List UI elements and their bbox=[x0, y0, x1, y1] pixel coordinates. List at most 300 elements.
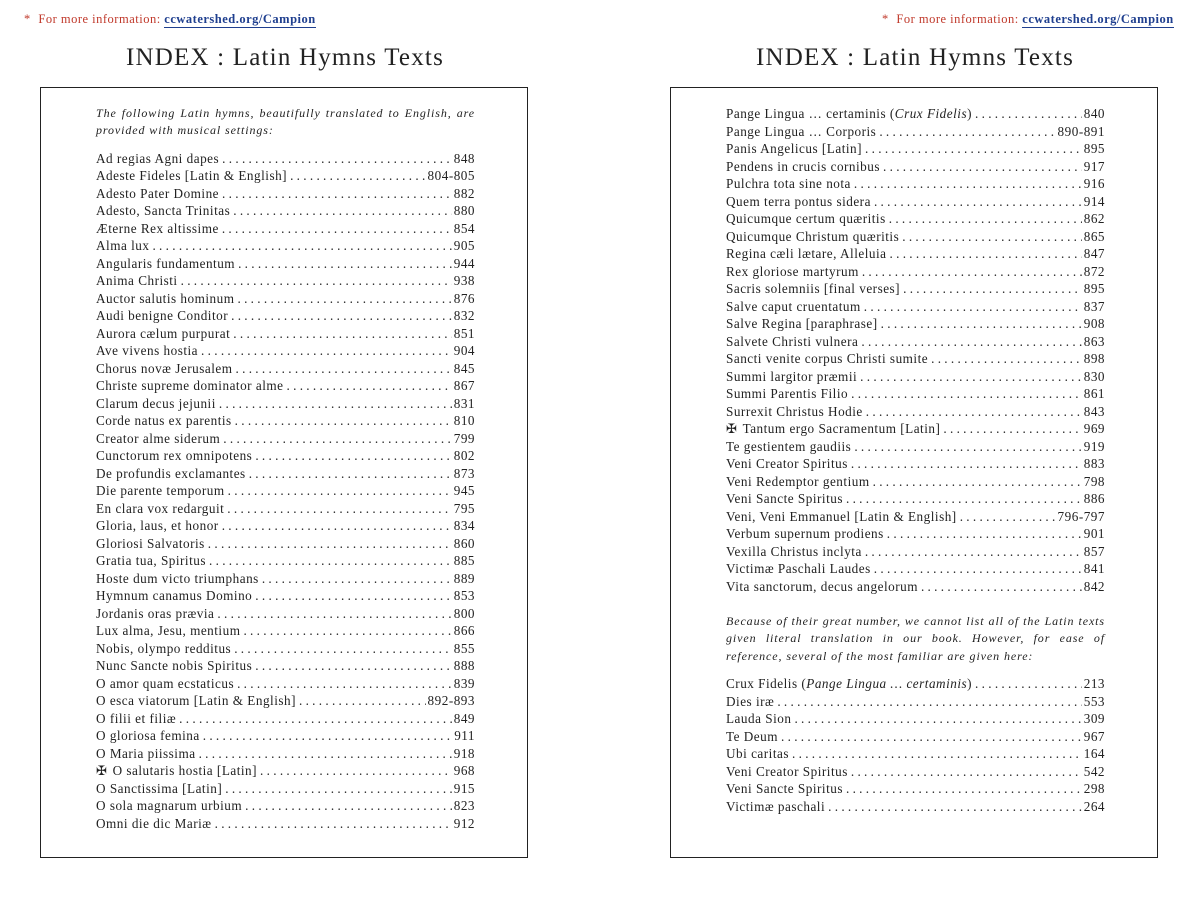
index-entry bbox=[726, 543, 1105, 561]
dot-leader bbox=[851, 385, 1082, 403]
page-number: 885 bbox=[453, 553, 475, 569]
dot-leader bbox=[931, 350, 1082, 368]
hymn-title bbox=[96, 780, 222, 798]
page-number: 888 bbox=[453, 658, 475, 674]
hymn-title-text: Jordanis oras prævia bbox=[96, 605, 215, 621]
dot-leader bbox=[260, 762, 452, 780]
dot-leader bbox=[217, 605, 451, 623]
page-number: 908 bbox=[1083, 316, 1105, 331]
index-box bbox=[670, 87, 1158, 858]
dot-leader bbox=[209, 552, 452, 570]
hymn-title-text: O amor quam ecstaticus bbox=[96, 675, 235, 691]
index-entry bbox=[726, 473, 1105, 491]
page-number: 842 bbox=[1083, 578, 1105, 594]
hymn-title-text: Quicumque Christum quæritis bbox=[726, 228, 900, 244]
page-number: 799 bbox=[453, 430, 475, 446]
page-number: 309 bbox=[1083, 711, 1105, 727]
index-entry bbox=[96, 745, 475, 763]
index-entry bbox=[96, 150, 475, 168]
page-number: 853 bbox=[453, 588, 475, 604]
page-number: 915 bbox=[453, 780, 475, 796]
hymn-title-text: Pendens in crucis cornibus bbox=[726, 158, 881, 174]
dot-leader bbox=[262, 570, 452, 588]
hymn-title bbox=[726, 745, 789, 763]
index-entry bbox=[726, 455, 1105, 473]
dot-leader bbox=[874, 193, 1082, 211]
index-entry bbox=[96, 412, 475, 430]
hymn-title-text: Alma lux bbox=[96, 238, 150, 254]
page-number: 840 bbox=[1083, 106, 1105, 121]
dot-leader bbox=[862, 263, 1082, 281]
hymn-title-text: Victimæ Paschali Laudes bbox=[726, 561, 871, 576]
page-number: 866 bbox=[453, 623, 475, 639]
page-number: 889 bbox=[453, 570, 475, 586]
index-entry bbox=[726, 578, 1105, 596]
dot-leader bbox=[215, 815, 452, 833]
hymn-title bbox=[96, 727, 200, 745]
index-entry bbox=[96, 342, 475, 360]
hymn-title-text: Hymnum canamus Domino bbox=[96, 588, 253, 604]
index-entry bbox=[726, 525, 1105, 543]
info-line bbox=[24, 12, 316, 27]
index-entry bbox=[726, 228, 1105, 246]
hymn-title-text: Omni die dic Mariæ bbox=[96, 815, 212, 831]
dot-leader bbox=[874, 560, 1082, 578]
dot-leader bbox=[975, 105, 1082, 123]
dot-leader bbox=[883, 158, 1082, 176]
hymn-title bbox=[96, 272, 178, 290]
hymn-title-text: Gloriosi Salvatoris bbox=[96, 535, 205, 551]
hymn-title-text: Lauda Sion bbox=[726, 711, 792, 727]
hymn-title bbox=[726, 525, 884, 543]
website-link[interactable]: ccwatershed.org/Campion bbox=[1022, 12, 1174, 26]
hymn-title bbox=[96, 307, 228, 325]
hymn-title bbox=[726, 210, 886, 228]
index-entry bbox=[96, 360, 475, 378]
hymn-title bbox=[96, 535, 205, 553]
hymn-title-text: Ubi caritas bbox=[726, 746, 789, 762]
hymn-list bbox=[96, 150, 475, 833]
hymn-title bbox=[726, 780, 843, 798]
hymn-title bbox=[96, 325, 230, 343]
page-number: 847 bbox=[1083, 246, 1105, 261]
page-number: 898 bbox=[1083, 351, 1105, 366]
page-number: 938 bbox=[453, 273, 475, 289]
dot-leader bbox=[227, 500, 451, 518]
dot-leader bbox=[234, 640, 452, 658]
index-entry bbox=[96, 657, 475, 675]
page-number: 837 bbox=[1083, 298, 1105, 314]
page-number: 810 bbox=[453, 413, 475, 429]
hymn-title bbox=[96, 342, 198, 360]
hymn-title-text: Ave vivens hostia bbox=[96, 343, 199, 359]
asterisk-icon: * bbox=[882, 12, 889, 26]
dot-leader bbox=[208, 535, 452, 553]
index-entry bbox=[726, 403, 1105, 421]
hymn-title-suffix: ) bbox=[967, 106, 972, 121]
dot-leader bbox=[903, 280, 1082, 298]
dot-leader bbox=[960, 508, 1056, 526]
dot-leader bbox=[943, 420, 1081, 438]
page-number: 264 bbox=[1083, 798, 1105, 814]
page-number: 872 bbox=[1083, 263, 1105, 279]
page-number: 841 bbox=[1083, 561, 1105, 576]
page-number: 848 bbox=[453, 150, 475, 166]
index-entry bbox=[726, 728, 1105, 746]
dot-leader bbox=[236, 360, 452, 378]
dot-leader bbox=[245, 797, 452, 815]
info-prefix: For more information: bbox=[38, 12, 161, 26]
index-entry bbox=[96, 587, 475, 605]
dot-leader bbox=[179, 710, 452, 728]
index-entry bbox=[96, 517, 475, 535]
index-entry bbox=[96, 675, 475, 693]
dot-leader bbox=[199, 745, 452, 763]
index-entry bbox=[96, 307, 475, 325]
dot-leader bbox=[851, 763, 1082, 781]
index-entry bbox=[726, 438, 1105, 456]
page-number: 918 bbox=[453, 745, 475, 761]
index-entry bbox=[96, 185, 475, 203]
page-number: 542 bbox=[1083, 763, 1105, 779]
hymn-title bbox=[726, 420, 940, 438]
dot-leader bbox=[203, 727, 452, 745]
page-number: 839 bbox=[453, 675, 475, 691]
dot-leader bbox=[792, 745, 1082, 763]
dot-leader bbox=[854, 175, 1082, 193]
dot-leader bbox=[231, 307, 452, 325]
hymn-title-text: O salutaris hostia [Latin] bbox=[112, 763, 258, 779]
hymn-title-text: Cunctorum rex omnipotens bbox=[96, 448, 253, 464]
index-entry bbox=[726, 798, 1105, 816]
index-entry bbox=[726, 780, 1105, 798]
dot-leader bbox=[846, 490, 1082, 508]
page-number: 849 bbox=[453, 710, 475, 726]
dot-leader bbox=[290, 167, 425, 185]
hymn-title-text: Chorus novæ Jerusalem bbox=[96, 360, 233, 376]
page-number: 914 bbox=[1083, 193, 1105, 209]
page-number: 798 bbox=[1083, 473, 1105, 489]
page-number: 800 bbox=[453, 605, 475, 621]
page-number: 823 bbox=[453, 798, 475, 814]
familiar-hymn-list bbox=[726, 675, 1105, 815]
dot-leader bbox=[243, 622, 451, 640]
dot-leader bbox=[865, 543, 1082, 561]
page-title: INDEX : Latin Hymns Texts bbox=[125, 44, 445, 71]
page-number: 845 bbox=[453, 360, 475, 376]
page-number: 945 bbox=[453, 483, 475, 499]
page-number: 830 bbox=[1083, 368, 1105, 384]
dot-leader bbox=[975, 675, 1082, 693]
index-entry bbox=[726, 175, 1105, 193]
index-entry bbox=[726, 560, 1105, 578]
page-number: 795 bbox=[453, 500, 475, 516]
hymn-title-text: Veni Creator Spiritus bbox=[726, 763, 848, 779]
dot-leader bbox=[238, 255, 452, 273]
index-content bbox=[96, 105, 475, 832]
hymn-title-text: Sacris solemniis [final verses] bbox=[726, 281, 901, 296]
index-entry bbox=[96, 395, 475, 413]
hymn-title bbox=[96, 150, 219, 168]
dot-leader bbox=[854, 438, 1081, 456]
dot-leader bbox=[222, 150, 452, 168]
index-entry bbox=[96, 465, 475, 483]
dot-leader bbox=[861, 333, 1081, 351]
hymn-title bbox=[96, 255, 235, 273]
hymn-title bbox=[96, 797, 242, 815]
page-number: 969 bbox=[1083, 421, 1105, 436]
page-number: 802 bbox=[453, 448, 475, 464]
hymn-title bbox=[726, 280, 900, 298]
hymn-title-text: Crux Fidelis ( bbox=[726, 676, 807, 692]
hymn-title bbox=[726, 560, 871, 578]
hymn-title bbox=[726, 473, 870, 491]
hymn-title-text: Surrexit Christus Hodie bbox=[726, 403, 863, 419]
page-number: 968 bbox=[453, 763, 475, 779]
hymn-title bbox=[726, 578, 918, 596]
hymn-title-text: Veni, Veni Emmanuel [Latin & English] bbox=[726, 508, 957, 524]
hymn-title bbox=[96, 517, 219, 535]
index-entry bbox=[726, 385, 1105, 403]
dot-leader bbox=[228, 482, 452, 500]
index-entry bbox=[726, 508, 1105, 526]
hymn-title-text: En clara vox redarguit bbox=[96, 500, 225, 516]
hymn-title bbox=[726, 543, 862, 561]
page-number: 862 bbox=[1083, 211, 1105, 226]
hymn-title bbox=[96, 447, 252, 465]
dot-leader bbox=[222, 185, 452, 203]
page-number: 886 bbox=[1083, 491, 1105, 506]
page-number: 867 bbox=[453, 378, 475, 394]
note-text: Because of their great number, we cannot list all of the Latin texts given literal translation in our book. However, for ease of reference, several of the most familiar are given here: bbox=[726, 614, 1105, 663]
hymn-title bbox=[96, 762, 257, 780]
hymn-title-text: Salve Regina [paraphrase] bbox=[726, 316, 878, 331]
page-number: 863 bbox=[1083, 333, 1105, 349]
page-number: 876 bbox=[453, 290, 475, 306]
page-number: 905 bbox=[453, 238, 475, 254]
dot-leader bbox=[233, 325, 451, 343]
dot-leader bbox=[225, 780, 451, 798]
index-entry bbox=[726, 333, 1105, 351]
hymn-title bbox=[726, 193, 871, 211]
hymn-title bbox=[96, 360, 233, 378]
hymn-title bbox=[726, 455, 848, 473]
index-entry bbox=[726, 675, 1105, 693]
hymn-title-text: Aurora cælum purpurat bbox=[96, 325, 231, 341]
index-entry bbox=[96, 692, 475, 710]
dot-leader bbox=[299, 692, 426, 710]
hymn-title bbox=[726, 175, 851, 193]
hymn-title-text: Rex gloriose martyrum bbox=[726, 263, 859, 279]
dot-leader bbox=[902, 228, 1082, 246]
index-entry bbox=[726, 280, 1105, 298]
hymn-title bbox=[726, 105, 972, 123]
cross-icon: ✠ bbox=[726, 421, 738, 436]
hymn-title-text: Lux alma, Jesu, mentium bbox=[96, 623, 241, 639]
hymn-title-text: O filii et filiæ bbox=[96, 710, 177, 726]
hymn-title bbox=[96, 237, 149, 255]
index-entry bbox=[96, 762, 475, 780]
page-number: 916 bbox=[1083, 176, 1105, 191]
hymn-title bbox=[96, 657, 252, 675]
dot-leader bbox=[889, 210, 1082, 228]
dot-leader bbox=[287, 377, 452, 395]
hymn-title-text: Victimæ paschali bbox=[726, 798, 826, 814]
index-entry bbox=[96, 237, 475, 255]
hymn-title-text: O Maria piissima bbox=[96, 745, 196, 761]
page-number: 917 bbox=[1083, 158, 1105, 174]
dot-leader bbox=[255, 447, 451, 465]
hymn-title-text: Adeste Fideles [Latin & English] bbox=[96, 168, 288, 184]
hymn-title-text: Summi Parentis Filio bbox=[726, 386, 849, 401]
cross-icon: ✠ bbox=[96, 763, 108, 779]
index-entry bbox=[726, 368, 1105, 386]
page-number: 895 bbox=[1083, 141, 1105, 156]
hymn-title bbox=[726, 123, 876, 141]
dot-leader bbox=[235, 412, 452, 430]
hymn-title-italic: Crux Fidelis bbox=[894, 106, 968, 121]
hymn-title bbox=[96, 482, 225, 500]
hymn-title bbox=[726, 228, 899, 246]
hymn-title-text: Panis Angelicus [Latin] bbox=[726, 141, 863, 156]
hymn-title bbox=[96, 377, 284, 395]
page-number: 857 bbox=[1083, 543, 1105, 559]
page-number: 944 bbox=[453, 255, 475, 271]
hymn-title-text: Vita sanctorum, decus angelorum bbox=[726, 578, 918, 594]
dot-leader bbox=[873, 473, 1082, 491]
info-line bbox=[882, 12, 1174, 27]
page-number: 834 bbox=[453, 518, 475, 534]
dot-leader bbox=[255, 657, 451, 675]
index-entry bbox=[96, 570, 475, 588]
hymn-title bbox=[726, 263, 859, 281]
hymn-title-text: O Sanctissima [Latin] bbox=[96, 780, 223, 796]
right-page bbox=[600, 0, 1200, 900]
index-entry bbox=[96, 710, 475, 728]
page-number: 854 bbox=[453, 220, 475, 236]
index-box bbox=[40, 87, 528, 858]
hymn-title-text: Die parente temporum bbox=[96, 483, 225, 499]
page-number: 831 bbox=[453, 395, 475, 411]
hymn-title-text: De profundis exclamantes bbox=[96, 465, 246, 481]
page-number: 843 bbox=[1083, 403, 1105, 419]
index-entry bbox=[96, 447, 475, 465]
index-entry bbox=[726, 763, 1105, 781]
asterisk-icon: * bbox=[24, 12, 31, 26]
hymn-title-text: Adesto, Sancta Trinitas bbox=[96, 203, 231, 219]
hymn-title bbox=[726, 763, 848, 781]
hymn-title bbox=[96, 412, 232, 430]
page-number: 880 bbox=[453, 203, 475, 219]
page-number: 851 bbox=[453, 325, 475, 341]
hymn-title-text: Regina cæli lætare, Alleluia bbox=[726, 246, 887, 261]
hymn-title-text: O esca viatorum [Latin & English] bbox=[96, 693, 296, 709]
dot-leader bbox=[255, 587, 451, 605]
intro-text: The following Latin hymns, beautifully translated to English, are provided with musical settings: bbox=[96, 106, 475, 138]
hymn-title-text: Gratia tua, Spiritus bbox=[96, 553, 206, 569]
hymn-title-text: Auctor salutis hominum bbox=[96, 290, 235, 306]
page-number: 855 bbox=[453, 640, 475, 656]
dot-leader bbox=[890, 245, 1082, 263]
dot-leader bbox=[222, 517, 452, 535]
dot-leader bbox=[865, 140, 1082, 158]
page-number: 865 bbox=[1083, 228, 1105, 244]
hymn-title-text: Te Deum bbox=[726, 728, 779, 744]
hymn-title bbox=[726, 490, 843, 508]
hymn-title bbox=[96, 605, 214, 623]
hymn-title-text: Creator alme siderum bbox=[96, 430, 221, 446]
hymn-title bbox=[96, 710, 176, 728]
index-entry bbox=[726, 315, 1105, 333]
hymn-title-text: Ad regias Agni dapes bbox=[96, 150, 220, 166]
dot-leader bbox=[879, 123, 1055, 141]
hymn-title-text: Audi benigne Conditor bbox=[96, 308, 229, 324]
hymn-title bbox=[726, 728, 778, 746]
page-number: 911 bbox=[454, 728, 475, 744]
hymn-title bbox=[96, 587, 252, 605]
hymn-title-text: Anima Christi bbox=[96, 273, 178, 289]
hymn-title bbox=[726, 158, 880, 176]
hymn-title bbox=[96, 290, 234, 308]
index-entry bbox=[726, 193, 1105, 211]
index-entry bbox=[96, 797, 475, 815]
hymn-title-text: Christe supreme dominator alme bbox=[96, 378, 284, 394]
index-entry bbox=[726, 123, 1105, 141]
hymn-title-text: Salve caput cruentatum bbox=[726, 298, 861, 314]
index-entry bbox=[96, 535, 475, 553]
hymn-title-text: Nunc Sancte nobis Spiritus bbox=[96, 658, 253, 674]
index-entry bbox=[96, 202, 475, 220]
hymn-title bbox=[96, 675, 234, 693]
hymn-title bbox=[96, 500, 224, 518]
dot-leader bbox=[249, 465, 452, 483]
index-content bbox=[726, 105, 1105, 815]
index-entry bbox=[726, 105, 1105, 123]
hymn-title bbox=[726, 403, 863, 421]
hymn-title-italic: Pange Lingua … certaminis bbox=[806, 676, 968, 692]
index-entry bbox=[96, 500, 475, 518]
index-entry bbox=[726, 745, 1105, 763]
info-prefix: For more information: bbox=[896, 12, 1019, 26]
page-number: 553 bbox=[1083, 693, 1105, 709]
hymn-title bbox=[96, 745, 196, 763]
hymn-title-text: Sancti venite corpus Christi sumite bbox=[726, 351, 929, 366]
hymn-title bbox=[96, 622, 240, 640]
hymn-title bbox=[726, 675, 972, 693]
hymn-title-text: Gloria, laus, et honor bbox=[96, 518, 219, 534]
hymn-title bbox=[96, 395, 216, 413]
page-number: 796-797 bbox=[1057, 508, 1105, 524]
hymn-title bbox=[726, 315, 878, 333]
website-link[interactable]: ccwatershed.org/Campion bbox=[164, 12, 316, 26]
hymn-title-text: Salvete Christi vulnera bbox=[726, 333, 859, 349]
hymn-title bbox=[726, 798, 825, 816]
page-number: 164 bbox=[1083, 746, 1105, 762]
dot-leader bbox=[181, 272, 452, 290]
page-number: 919 bbox=[1083, 438, 1105, 454]
dot-leader bbox=[881, 315, 1082, 333]
section-gap bbox=[726, 595, 1105, 613]
index-entry bbox=[96, 272, 475, 290]
dot-leader bbox=[864, 298, 1082, 316]
page-number: 883 bbox=[1083, 456, 1105, 471]
hymn-title bbox=[726, 693, 774, 711]
dot-leader bbox=[233, 202, 452, 220]
hymn-title bbox=[96, 202, 230, 220]
index-entry bbox=[726, 263, 1105, 281]
hymn-title-text: Nobis, olympo redditus bbox=[96, 640, 232, 656]
hymn-title-text: Veni Creator Spiritus bbox=[726, 456, 848, 471]
